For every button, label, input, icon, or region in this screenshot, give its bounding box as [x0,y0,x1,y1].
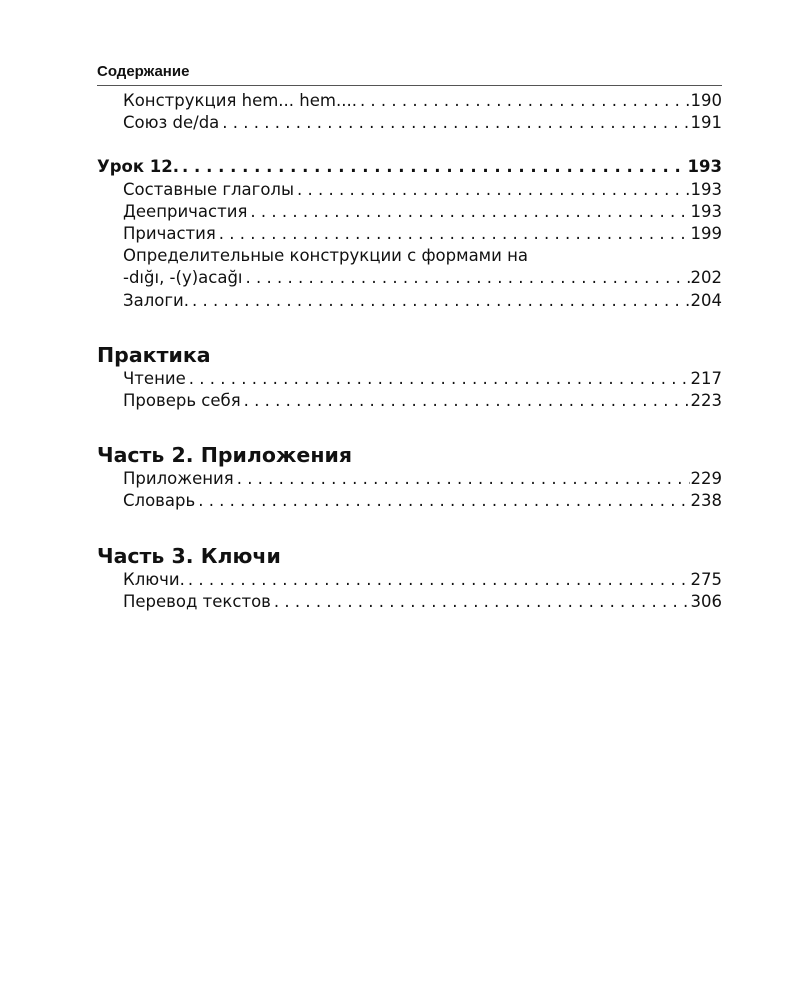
toc-entry-page: 275 [690,569,722,589]
toc-entry-self-check[interactable] [97,390,722,412]
dot-leader [185,569,690,591]
toc-entry-page: 202 [690,268,722,288]
toc-entry-converbs[interactable] [97,201,722,223]
toc-entry-lesson-12[interactable] [97,156,722,178]
toc-entry-voices[interactable] [97,290,722,312]
toc-entry-page: 191 [690,113,722,133]
toc-entry-keys[interactable] [97,569,722,591]
section-heading-part-3[interactable]: Часть 3. Ключи [97,543,281,568]
toc-entry-de-da[interactable] [97,112,722,134]
toc-entry-title: Конструкция hem... hem.... [123,91,357,110]
toc-entry-title: Ключи. [123,569,185,589]
toc-entry-title: Перевод текстов [123,591,271,611]
toc-entry-title: -dığı, -(y)acağı [123,268,243,288]
toc-entry-page: 204 [690,290,722,310]
toc-entry-dictionary[interactable] [97,490,722,512]
dot-leader [357,90,690,112]
toc-entry-page: 190 [690,91,722,110]
section-heading-practice[interactable]: Практика [97,342,211,367]
table-of-contents-page [97,62,722,613]
toc-entry-determinative[interactable] [97,267,722,289]
dot-leader [216,223,690,245]
toc-entry-title: Проверь себя [123,391,241,411]
toc-entry-page: 223 [690,391,722,411]
dot-leader [195,490,689,512]
running-header: Содержание [97,62,722,86]
toc-entry-title: Словарь [123,491,196,511]
toc-entry-title: Союз de/da [123,113,220,133]
toc-entry-determinative-line1[interactable]: Определительные конструкции с формами на [123,246,528,266]
section-heading-part-2[interactable]: Часть 2. Приложения [97,443,353,468]
toc-entry-hem-hem[interactable] [97,90,722,112]
toc-entry-title: Чтение [123,368,186,388]
toc-entry-reading[interactable] [97,368,722,390]
dot-leader [243,267,690,289]
toc-entry-page: 193 [687,157,722,177]
dot-leader [219,112,689,134]
toc-entry-title: Урок 12. [97,157,180,177]
toc-entry-participles[interactable] [97,223,722,245]
toc-entry-compound-verbs[interactable] [97,179,722,201]
toc-entry-page: 306 [690,591,722,611]
toc-entry-appendices[interactable] [97,468,722,490]
toc-entry-title: Составные глаголы [123,179,295,199]
dot-leader [186,368,690,390]
toc-entry-page: 229 [690,469,722,489]
toc-entry-page: 238 [690,491,722,511]
toc-entry-title: Деепричастия [123,201,248,221]
dot-leader [241,390,690,412]
dot-leader [247,201,689,223]
toc-entry-page: 199 [690,224,722,244]
toc-entry-title: Причастия [123,224,216,244]
dot-leader [294,179,689,201]
toc-entry-page: 193 [690,179,722,199]
toc-entry-title: Приложения [123,469,234,489]
dot-leader [189,290,690,312]
dot-leader [234,468,690,490]
dot-leader [271,591,690,613]
toc-entry-page: 217 [690,368,722,388]
toc-entry-page: 193 [690,201,722,221]
toc-entry-text-translations[interactable] [97,591,722,613]
toc-entry-title: Залоги. [123,290,189,310]
dot-leader [179,156,687,178]
